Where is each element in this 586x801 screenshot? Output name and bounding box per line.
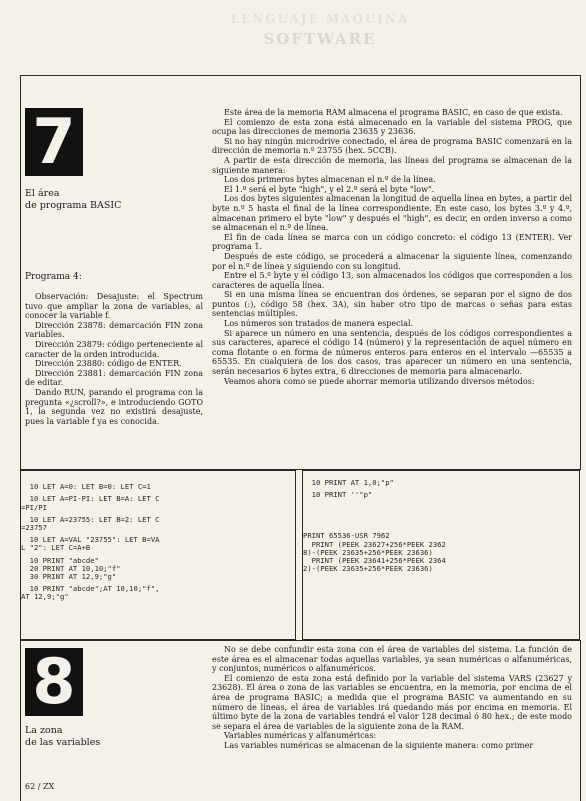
body-paragraph: Después de este código, se procederá a almacenar la siguiente línea, comenzando por el n.º de línea y siguiendo con su longitud.: [212, 251, 572, 271]
programa-heading: Programa 4:: [25, 272, 82, 282]
section-8-main-text: [212, 645, 572, 751]
code-line: [303, 500, 579, 508]
code-line: AT 12,9;"g": [21, 592, 69, 602]
section-8-title-line2: de las variables: [25, 737, 101, 748]
sidebar-paragraph: Dirección 23879: código perteneciente al caracter de la orden introducida.: [25, 339, 203, 359]
section-8-title: [25, 725, 100, 749]
code-line: =23757: [21, 523, 47, 533]
faded-header: SOFTWARE: [263, 30, 377, 48]
code-line: 2)-(PEEK 23635+256*PEEK 23636): [303, 564, 433, 574]
body-paragraph: Los dos primeros bytes almacenan el n.º de la línea.: [224, 175, 436, 185]
body-paragraph: Las variables numéricas se almacenan de la siguiente manera: como primer: [224, 740, 534, 750]
code-line: PRINT 65536-USR 7962: [303, 531, 390, 541]
code-line: 10 LET A=0: LET B=0: LET C=1: [21, 482, 151, 492]
body-paragraph: Variables numéricas y alfanuméricas:: [224, 731, 377, 741]
code-line: 10 LET A=PI-PI: LET B=A: LET C: [21, 494, 160, 504]
code-line: [303, 516, 579, 524]
faded-header-top: LENGUAJE MAQUINA: [230, 12, 410, 26]
code-line: =PI/PI: [21, 502, 47, 512]
body-paragraph: Si aparece un número en una sentencia, después de los códigos correspondientes a sus caracteres, aparece el código 14 (número) y la representación de aquel número en coma flotante o en forma de números enteros para enteros en el intervalo —65535 a 65535. En cualquiera de los dos casos, tras aparecer un número en una sentencia, serán necesarios 6 bytes extra, 6 direcciones de memoria para almacenarlo.: [212, 328, 572, 377]
sidebar-paragraph: Dirección 23881: demarcación FIN zona de editar.: [25, 368, 203, 388]
section-number-7: 7: [25, 108, 83, 176]
code-line: 10 LET A=23755: LET B=2: LET C: [21, 514, 160, 524]
body-paragraph: El comienzo de esta zona está almacenado en la variable del sistema PROG, que ocupa las direcciones de memoria 23635 y 23636.: [212, 117, 572, 137]
body-paragraph: A partir de esta dirección de memoria, las líneas del programa se almacenan de la siguiente manera:: [212, 155, 572, 175]
sidebar-paragraph: Dando RUN, parando el programa con la pregunta «¿scroll?», e introduciendo GOTO 1, la segunda vez no existirá desajuste, pues la variable f ya es conocida.: [25, 387, 203, 426]
body-paragraph: Los números son tratados de manera especial.: [224, 319, 414, 329]
code-listing-left: [20, 470, 296, 640]
section-7-title-line1: El área: [25, 188, 60, 199]
sidebar-paragraph: Dirección 23880: código de ENTER.: [35, 359, 182, 369]
body-paragraph: El comienzo de esta zona está definido por la variable del sistema VARS (23627 y 23628). El área o zona de las variables se encuentra, en la memoria, por encima de el área de programa BASIC; a medida que el programa BASIC va aumentando en su número de líneas, el área de variables irá quedando más por encima en memoria. El último byte de la zona de variables tendrá el valor 128 decimal ó 80 hex.; de este modo se separa el área de variables de la siguiente zona de la RAM.: [212, 673, 572, 731]
section-7-main-text: [212, 108, 572, 386]
code-line: L "2": LET C=A+B: [21, 543, 91, 553]
body-paragraph: Veamos ahora como se puede ahorrar memoria utilizando diversos métodos:: [224, 376, 535, 386]
body-paragraph: Este área de la memoria RAM almacena el programa BASIC, en caso de que exista.: [224, 108, 563, 117]
sidebar-paragraph: Observación: Desajuste: el Spectrum tuvo que ampliar la zona de variables, al conocer la variable f.: [25, 292, 203, 321]
code-line: 10 PRINT ''"p": [303, 490, 373, 500]
code-line: PRINT (PEEK 23641+256*PEEK 2364: [303, 556, 446, 566]
section-7-sidebar-text: [25, 292, 203, 426]
body-paragraph: El fin de cada línea se marca con un código concreto: el código 13 (ENTER). Ver programa 1.: [212, 232, 572, 252]
section-7-title: [25, 188, 121, 212]
code-line: 10 PRINT "abcde": [21, 555, 99, 565]
body-paragraph: Los dos bytes siguientes almacenan la longitud de aquella línea en bytes, a partir del byte n.º 5 hasta el final de la línea correspondiente. En este caso, los bytes 3.º y 4.º, almacenan primero el byte "low" y después el "high", es decir, en orden inverso a como se almacenan el n.º de línea.: [212, 194, 572, 233]
code-line: 8)-(PEEK 23635+256*PEEK 23636): [303, 547, 433, 557]
code-line: 10 PRINT "abcde";AT 10,10;"f",: [21, 584, 160, 594]
section-7-title-line2: de programa BASIC: [25, 200, 122, 211]
code-line: [303, 508, 579, 516]
code-line: [21, 471, 295, 479]
page-number: 62 / ZX: [25, 782, 55, 791]
body-paragraph: No se debe confundir esta zona con el área de variables del sistema. La función de este área es el almacenar todas aquellas variables, ya sean numéricas o alfanuméricas, y conjuntos, numéricos o alfanuméricos.: [212, 645, 572, 674]
code-listing-right: [302, 470, 580, 640]
body-paragraph: Entre el 5.º byte y el código 13, son almacenados los códigos que corresponden a los caracteres de aquella línea.: [212, 271, 572, 290]
body-paragraph: El 1.º será el byte "high", y el 2.º será el byte "low".: [224, 184, 435, 194]
section-8-title-line1: La zona: [25, 725, 63, 736]
code-line: 10 LET A=VAL "23755": LET B=VA: [21, 535, 160, 545]
code-line: 20 PRINT AT 10,10;"f": [21, 563, 121, 573]
code-line: 10 PRINT AT 1,0;"p": [303, 478, 394, 488]
code-line: PRINT (PEEK 23627+256*PEEK 2362: [303, 539, 446, 549]
body-paragraph: Si en una misma línea se encuentran dos órdenes, se separan por el signo de dos puntos (:), código 58 (hex. 3A), sin haber otro tipo de marcas o señas para estas sentencias múltiples.: [212, 290, 572, 319]
body-paragraph: Si no hay ningún microdrive conectado, el área de programa BASIC comenzará en la dirección de memoria n.º 23755 (hex. 5CCB).: [212, 136, 572, 156]
section-number-8: 8: [25, 648, 83, 716]
code-line: 30 PRINT AT 12,9;"g": [21, 572, 117, 582]
sidebar-paragraph: Dirección 23878: demarcación FIN zona variables.: [25, 320, 203, 340]
